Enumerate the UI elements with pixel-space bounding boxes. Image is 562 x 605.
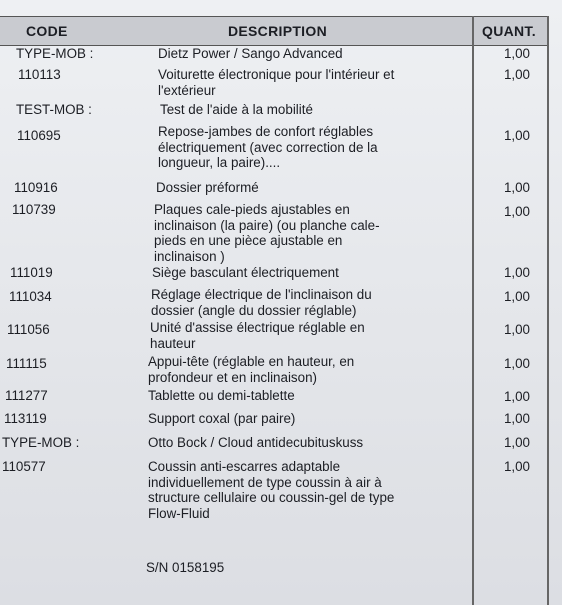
row-description: Repose-jambes de confort réglables électriquement (avec correction de la longueur, la paire).... [158,124,378,170]
row-description: Dietz Power / Sango Advanced [158,46,343,61]
row-quantity: 1,00 [503,265,530,280]
row-quantity: 1,00 [503,411,530,426]
row-code: 110695 [17,128,61,143]
header-description: DESCRIPTION [228,23,327,39]
table-row [0,265,548,287]
row-quantity: 1,00 [503,459,530,474]
row-code: 110916 [14,180,58,195]
row-description: Tablette ou demi-tablette [148,388,295,403]
row-code: 111019 [10,265,53,280]
table-row [0,320,548,354]
row-quantity: 1,00 [503,322,530,337]
row-quantity: 1,00 [503,67,530,82]
row-code: 111277 [5,388,48,403]
table-row [0,124,548,180]
row-code: TEST-MOB : [16,102,92,117]
row-description: Test de l'aide à la mobilité [160,102,313,117]
row-quantity: 1,00 [503,435,530,450]
row-description: Siège basculant électriquement [152,265,339,280]
row-code: 110577 [2,459,46,474]
row-code: 110113 [18,67,61,82]
table-header [0,16,548,46]
row-code: 110739 [12,202,56,217]
header-code: CODE [26,23,68,39]
table-row [0,202,548,265]
table-row [0,287,548,320]
row-description: Dossier préformé [156,180,259,195]
row-code: 111115 [6,356,47,371]
row-description: Unité d'assise électrique réglable en hauteur [150,320,365,351]
header-quantity: QUANT. [482,23,536,39]
table-row [0,180,548,202]
item-rows [0,44,548,529]
table-row [0,67,548,102]
row-description: Réglage électrique de l'inclinaison du dossier (angle du dossier réglable) [151,287,372,318]
table-row [0,354,548,387]
row-code: 111056 [7,322,50,337]
row-quantity: 1,00 [503,180,530,195]
serial-number: S/N 0158195 [146,560,225,575]
row-description: Coussin anti-escarres adaptable individuellement de type coussin à air à structure cellulaire ou coussin-gel de type Flow-Fluid [148,459,395,521]
row-quantity: 1,00 [503,356,530,371]
row-description: Plaques cale-pieds ajustables en inclinaison (la paire) (ou planche cale-pieds en une pièce ajustable en inclinaison ) [154,202,380,264]
table-row [0,459,548,529]
row-quantity: 1,00 [503,46,530,61]
row-code: TYPE-MOB : [16,46,94,61]
table-row [0,435,548,459]
table-row [0,46,548,67]
row-quantity: 1,00 [503,128,530,143]
row-quantity: 1,00 [503,289,530,304]
row-description: Appui-tête (réglable en hauteur, en profondeur et en inclinaison) [148,354,355,385]
table-row [0,411,548,435]
row-quantity: 1,00 [503,204,530,219]
row-description: Support coxal (par paire) [148,411,296,426]
table-row [0,387,548,411]
row-code: 113119 [4,411,47,426]
row-description: Voiturette électronique pour l'intérieur et l'extérieur [158,67,395,98]
table-row [0,102,548,124]
row-quantity: 1,00 [503,389,530,404]
row-description: Otto Bock / Cloud antidecubituskuss [148,435,364,450]
row-code: TYPE-MOB : [2,435,80,450]
row-code: 111034 [9,289,52,304]
